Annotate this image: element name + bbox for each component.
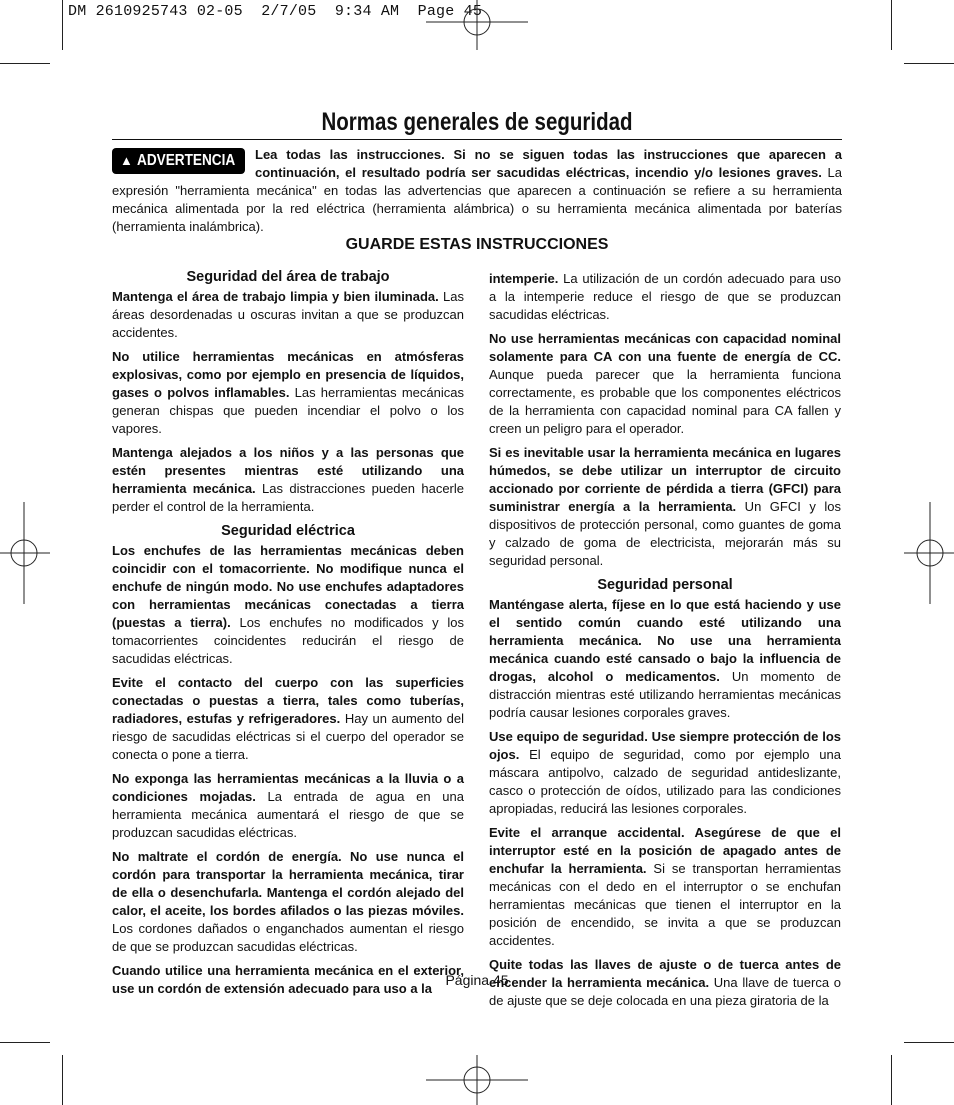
paragraph-bold: Evite el arranque accidental. Asegúrese de que el interruptor esté en la posición de apagado antes de enchufar la herramienta. — [489, 825, 841, 876]
crop-mark — [0, 63, 50, 64]
paragraph-text: La utilización de un cordón adecuado para uso a la intemperie reduce el riesgo de que se produzcan sacudidas eléctricas. — [489, 271, 841, 322]
paragraph-bold: No utilice herramientas mecánicas en atmósferas explosivas, como por ejemplo en presencia de líquidos, gases o polvos inflamables. — [112, 349, 464, 400]
crop-mark — [904, 63, 954, 64]
registration-mark-right — [904, 502, 954, 604]
paragraph — [489, 824, 841, 950]
warning-triangle-icon: ▲ — [120, 153, 133, 168]
paragraph-bold: Si es inevitable usar la herramienta mecánica en lugares húmedos, se debe utilizar un interruptor de circuito accionado por corriente de pérdida a tierra (GFCI) para suministrar energía a la herramienta. — [489, 445, 841, 514]
paragraph — [112, 444, 464, 516]
electrical-heading: Seguridad eléctrica — [221, 523, 355, 539]
page-title: Normas generales de seguridad — [321, 108, 633, 136]
paragraph — [112, 288, 464, 342]
paragraph-text: La entrada de agua en una herramienta mecánica aumentará el riesgo de que se produzcan sacudidas eléctricas. — [112, 789, 464, 840]
paragraph — [112, 770, 464, 842]
crop-mark — [62, 0, 63, 50]
paragraph-bold: Mantenga alejados a los niños y a las personas que estén presentes mientras esté utilizando una herramienta mecánica. — [112, 445, 464, 496]
paragraph-text: Si se transportan herramientas mecánicas con el dedo en el interruptor o se enchufan herramientas mecánicas que tienen el interruptor en la posición de encendido, se invita a que se produzcan accidentes. — [489, 861, 841, 948]
paragraph — [489, 270, 841, 324]
intro-bold: Lea todas las instrucciones. Si no se siguen todas las instrucciones que aparecen a continuación, el resultado podría ser sacudidas eléctricas, incendio y/o lesiones graves. — [255, 147, 842, 180]
paragraph-bold: Quite todas las llaves de ajuste o de tuerca antes de encender la herramienta mecánica. — [489, 957, 841, 990]
paragraph-bold: Evite el contacto del cuerpo con las superficies conectadas o puestas a tierra, tales como tuberías, radiadores, estufas y refrigeradores. — [112, 675, 464, 726]
paragraph-bold: Cuando utilice una herramienta mecánica en el exterior, use un cordón de extensión adecuado para uso a la — [112, 963, 464, 996]
paragraph-bold: Manténgase alerta, fíjese en lo que está haciendo y use el sentido común cuando esté utilizando una herramienta mecánica. No use una herramienta mecánica cuando esté cansado o bajo la influencia de drogas, alcohol o medicamentos. — [489, 597, 841, 684]
paragraph — [489, 596, 841, 722]
warning-label: ADVERTENCIA — [136, 152, 236, 169]
paragraph-text: Las áreas desordenadas u oscuras invitan a que se produzcan accidentes. — [112, 289, 464, 340]
paragraph-text: Las distracciones pueden hacerle perder el control de la herramienta. — [112, 481, 465, 514]
paragraph-text: Un momento de distracción mientras esté utilizando herramientas mecánicas podría causar lesiones corporales graves. — [489, 669, 841, 720]
page-number: Página 45 — [445, 972, 509, 988]
paragraph-text: Los cordones dañados o enganchados aumentan el riesgo de que se produzcan sacudidas eléctricas. — [112, 921, 464, 954]
work-area-heading: Seguridad del área de trabajo — [186, 269, 390, 285]
paragraph — [112, 848, 464, 956]
intro-text: La expresión "herramienta mecánica" en todas las advertencias que aparecen a continuación se refiere a su herramienta mecánica alimentada por la red eléctrica (herramienta alámbrica) o su herramienta mecánica alimentada por baterías (herramienta inalámbrica). — [112, 165, 842, 234]
crop-mark — [0, 1042, 50, 1043]
paragraph — [112, 348, 464, 438]
registration-mark-bottom — [426, 1055, 528, 1105]
paragraph-text: Un GFCI y los dispositivos de protección personal, como guantes de goma y calzado de goma de electricista, mejorarán más su seguridad personal. — [489, 499, 841, 568]
paragraph-text: El equipo de seguridad, como por ejemplo una máscara antipolvo, calzado de seguridad antideslizante, casco o protección de oídos, utilizado para las condiciones apropiadas, reducirá las lesiones corporales. — [489, 747, 841, 816]
crop-mark — [62, 1055, 63, 1105]
intro-block — [112, 146, 842, 236]
paragraph — [489, 330, 841, 438]
paragraph — [112, 674, 464, 764]
paragraph — [112, 542, 464, 668]
title-rule — [112, 139, 842, 140]
paragraph — [489, 728, 841, 818]
paragraph-text: Las herramientas mecánicas generan chispas que pueden incendiar el polvo o los vapores. — [112, 385, 464, 436]
registration-mark-left — [0, 502, 50, 604]
paragraph-bold: Mantenga el área de trabajo limpia y bien iluminada. — [112, 289, 439, 304]
warning-badge — [112, 148, 245, 174]
registration-mark-top — [426, 0, 528, 50]
paragraph — [489, 444, 841, 570]
crop-mark — [891, 0, 892, 50]
paragraph-bold: No use herramientas mecánicas con capacidad nominal solamente para CA con una fuente de energía de CC. — [489, 331, 841, 364]
left-column — [112, 268, 464, 1004]
paragraph-text: Aunque pueda parecer que la herramienta funciona correctamente, es probable que los componentes eléctricos de la herramienta con capacidad nominal para CA fallen y creen un peligro para el operador. — [489, 367, 841, 436]
paragraph-text: Una llave de tuerca o de ajuste que se deje colocada en una pieza giratoria de la — [489, 975, 841, 1008]
crop-mark — [904, 1042, 954, 1043]
paragraph-bold: Use equipo de seguridad. Use siempre protección de los ojos. — [489, 729, 841, 762]
paragraph-bold: No exponga las herramientas mecánicas a la lluvia o a condiciones mojadas. — [112, 771, 464, 804]
paragraph-text: Hay un aumento del riesgo de sacudidas eléctricas si el cuerpo del operador se conecta o pone a tierra. — [112, 711, 464, 762]
personal-safety-heading: Seguridad personal — [597, 577, 733, 593]
save-instructions-heading: GUARDE ESTAS INSTRUCCIONES — [345, 236, 609, 253]
crop-mark — [891, 1055, 892, 1105]
paragraph-text: Los enchufes no modificados y los tomacorrientes coincidentes reducirán el riesgo de sacudidas eléctricas. — [112, 615, 465, 666]
right-column — [489, 270, 841, 1016]
printer-slug: DM 2610925743 02-05 2/7/05 9:34 AM Page 45 — [68, 3, 483, 20]
paragraph-bold: Los enchufes de las herramientas mecánicas deben coincidir con el tomacorriente. No modifique nunca el enchufe de ningún modo. No use enchufes adaptadores con herramientas mecánicas conectadas a tierra (puestas a tierra). — [112, 543, 464, 630]
paragraph-bold: No maltrate el cordón de energía. No use nunca el cordón para transportar la herramienta mecánica, tirar de ella o desenchufarla. Mantenga el cordón alejado del calor, el aceite, los bordes afilados o las piezas móviles. — [112, 849, 464, 918]
paragraph-bold: intemperie. — [489, 271, 559, 286]
